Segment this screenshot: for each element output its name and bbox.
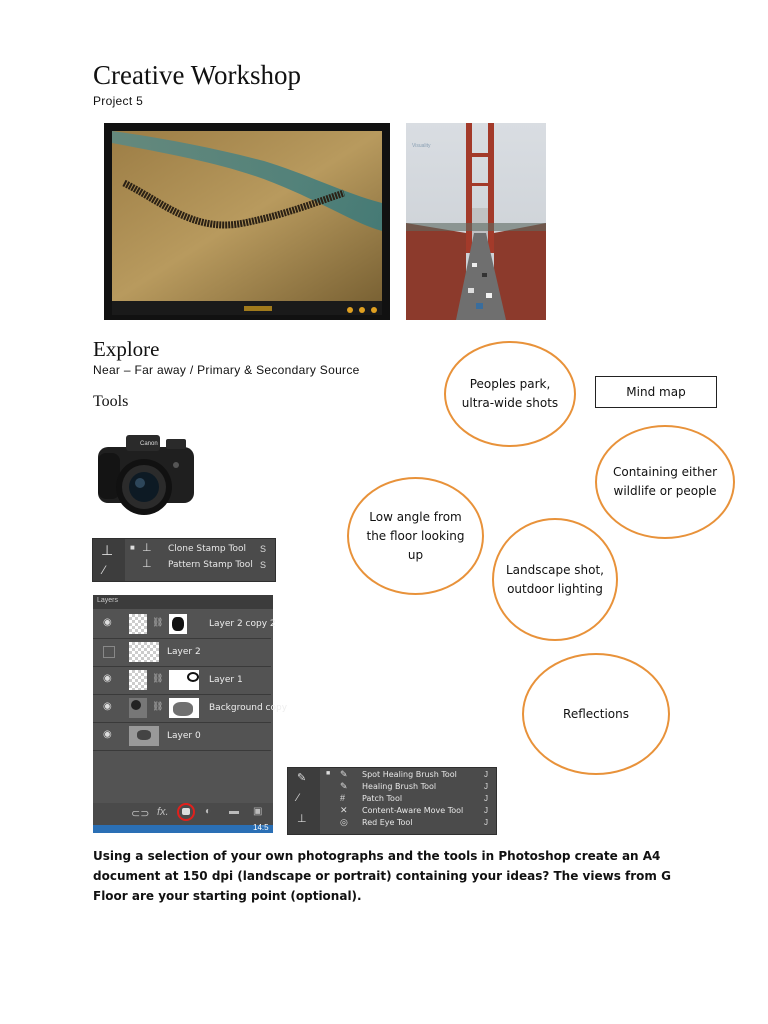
layer-name: Background copy [209,703,288,713]
layers-bottom-toolbar [93,803,273,825]
healing-tool-menu [287,767,497,835]
menu-item-healing-brush[interactable] [324,782,492,794]
layer-thumbnail [129,726,159,746]
photo-bridge [406,123,546,320]
menu-item-spot-healing[interactable] [324,770,492,782]
spot-healing-key: J [484,770,488,779]
new-layer-icon[interactable]: ▣ [253,806,263,817]
link-chain-icon: ⛓ [152,701,164,711]
visibility-eye-icon[interactable]: ◉ [103,673,112,684]
layer-thumbnail [129,614,147,634]
red-eye-icon: ◎ [340,817,348,827]
layer-thumbnail [129,642,159,662]
red-eye-label: Red Eye Tool [362,818,413,827]
camera-image [92,425,200,525]
folder-icon[interactable]: ▬ [229,806,239,817]
healing-brush-key: J [484,782,488,791]
layer-mask-thumbnail [169,614,187,634]
brush-icon: ⁄ [103,563,106,577]
layers-panel [93,595,288,833]
add-layer-mask-icon[interactable] [182,808,190,815]
content-aware-move-icon: ✕ [340,805,348,815]
page-subtitle: Project 5 [93,94,144,108]
spot-healing-icon: ✎ [340,769,348,779]
menu-item-patch[interactable] [324,794,492,806]
layer-row[interactable] [93,611,276,639]
idea-bubble-low-angle: Low angle from the floor looking up [347,477,484,595]
healing-brush-label: Healing Brush Tool [362,782,437,791]
adjustment-layer-icon[interactable]: ◐ [205,806,212,817]
layer-thumbnail [129,698,147,718]
layers-panel-tabbar [93,595,273,609]
instructions-paragraph: Using a selection of your own photographs and the tools in Photoshop create an A4 document at 150 dpi (landscape or portrait) containing your ideas? The views from G Floor are your starting point (optional). [93,849,671,903]
layer-mask-thumbnail [169,670,199,690]
layer-mask-thumbnail [169,698,199,718]
active-bullet-icon: ■ [130,543,135,552]
link-chain-icon: ⛓ [152,673,164,683]
layer-row[interactable] [93,639,271,667]
clone-stamp-icon: ⊥ [142,542,152,554]
taskbar-strip [93,825,273,833]
idea-bubble-wildlife: Containing either wildlife or people [595,425,735,539]
brush-icon: ⁄ [297,792,299,804]
aerial-beach-image [104,123,390,320]
visibility-eye-icon[interactable]: ◉ [103,617,112,628]
idea-bubble-peoples-park: Peoples park, ultra-wide shots [444,341,576,447]
patch-label: Patch Tool [362,794,403,803]
menu-item-pattern-stamp[interactable] [128,559,272,573]
layers-tab[interactable]: Layers [97,597,119,604]
layer-thumbnail [129,670,147,690]
active-bullet-icon: ■ [326,770,331,777]
fx-icon[interactable]: fx. [157,806,169,818]
clone-stamp-label: Clone Stamp Tool [168,544,246,554]
tools-heading: Tools [93,393,129,410]
page-title: Creative Workshop [93,60,302,90]
layer-row[interactable] [93,723,271,751]
content-aware-move-key: J [484,806,488,815]
content-aware-move-label: Content-Aware Move Tool [362,806,464,815]
link-chain-icon: ⛓ [152,617,164,627]
layer-name: Layer 1 [209,675,243,685]
patch-icon: # [340,793,346,803]
photo-aerial-beach [104,123,390,320]
stamp-tool-menu [92,538,276,582]
menu-item-clone-stamp[interactable] [128,543,272,557]
layer-name: Layer 0 [167,731,201,741]
status-time: 14:5 [253,823,269,832]
layer-name: Layer 2 copy 2 [209,619,276,629]
camera-icon [92,425,200,525]
camera-brand: Canon [140,441,158,447]
layer-name: Layer 2 [167,647,201,657]
visibility-eye-icon[interactable]: ◉ [103,729,112,740]
stamp-tool-button[interactable] [93,539,125,581]
pattern-stamp-key: S [260,560,267,570]
explore-heading: Explore [93,337,160,361]
healing-tool-button[interactable] [288,768,320,834]
bridge-image [406,123,546,320]
bandage-icon: ✎ [297,772,307,784]
patch-key: J [484,794,488,803]
pattern-stamp-label: Pattern Stamp Tool [168,560,253,570]
layer-row[interactable] [93,695,288,723]
visibility-off-box[interactable] [103,646,115,658]
layer-row[interactable] [93,667,271,695]
idea-bubble-landscape: Landscape shot, outdoor lighting [492,518,618,641]
stamp-icon: ⊥ [297,813,307,825]
clone-stamp-key: S [260,544,267,554]
red-eye-key: J [484,818,488,827]
stamp-icon: ⊥ [101,542,114,558]
mind-map-box: Mind map [595,376,717,408]
explore-subheading: Near – Far away / Primary & Secondary Source [93,363,360,377]
menu-item-content-aware-move[interactable] [324,806,492,818]
visibility-eye-icon[interactable]: ◉ [103,701,112,712]
idea-bubble-reflections: Reflections [522,653,670,775]
healing-brush-icon: ✎ [340,781,348,791]
spot-healing-label: Spot Healing Brush Tool [362,770,457,779]
pattern-stamp-icon: ⊥ [142,558,152,570]
menu-item-red-eye[interactable] [324,818,492,830]
photo2-logo: Visuality [412,143,431,149]
link-layers-icon[interactable]: ⊂⊃ [131,808,150,820]
